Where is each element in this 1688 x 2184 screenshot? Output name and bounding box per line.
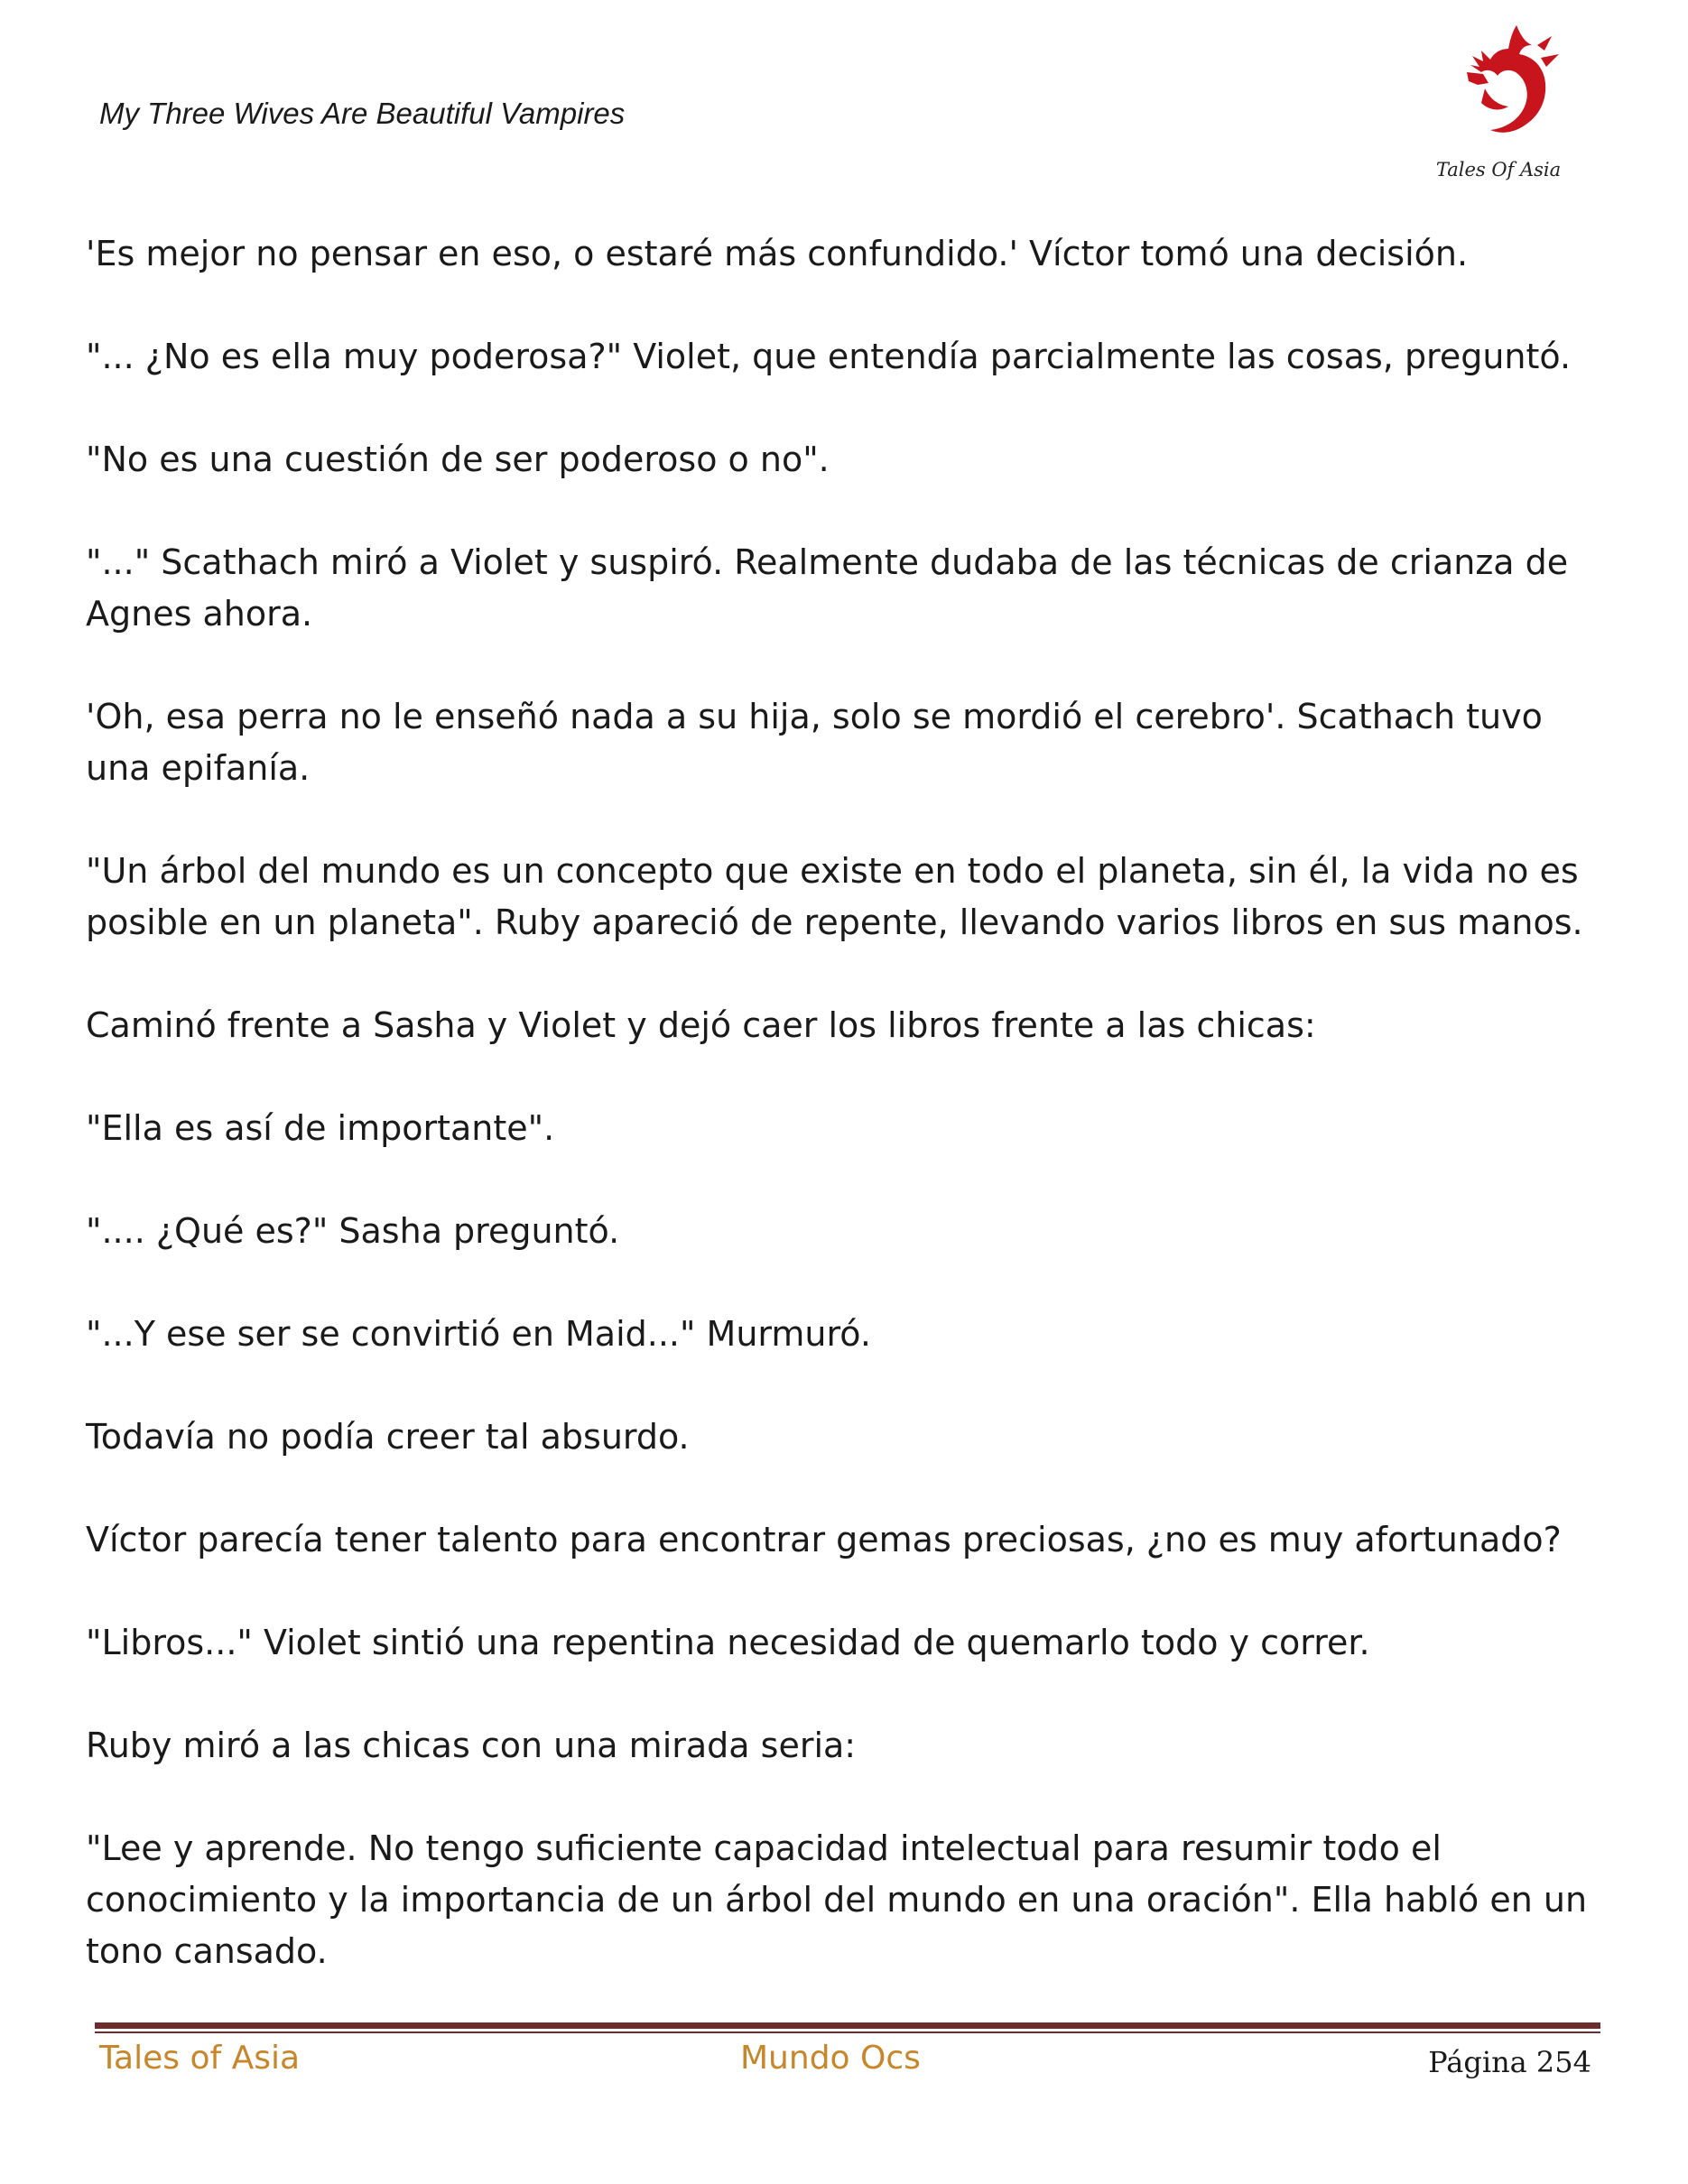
paragraph: Caminó frente a Sasha y Violet y dejó caer los libros frente a las chicas: — [86, 1005, 1316, 1045]
book-title: My Three Wives Are Beautiful Vampires — [99, 97, 626, 130]
paragraph: ".... ¿Qué es?" Sasha preguntó. — [86, 1211, 620, 1251]
paragraph: "Ella es así de importante". — [86, 1108, 555, 1148]
page-body — [86, 228, 1611, 2029]
paragraph: "No es una cuestión de ser poderoso o no". — [86, 440, 830, 479]
paragraph: "... ¿No es ella muy poderosa?" Violet, que entendía parcialmente las cosas, preguntó. — [86, 337, 1572, 376]
paragraph: 'Es mejor no pensar en eso, o estaré más confundido.' Víctor tomó una decisión. — [86, 234, 1469, 273]
paragraph: "Un árbol del mundo es un concepto que existe en todo el planeta, sin él, la vida no es posible en un planeta". Ruby apareció de repente, llevando varios libros en sus manos. — [86, 851, 1583, 942]
paragraph: Ruby miró a las chicas con una mirada seria: — [86, 1726, 857, 1765]
page-number: Página 254 — [1428, 2045, 1591, 2079]
paragraph: 'Oh, esa perra no le enseñó nada a su hija, solo se mordió el cerebro'. Scathach tuvo una epifanía. — [86, 697, 1543, 788]
footer-rule-thin — [95, 2031, 1600, 2033]
paragraph: Todavía no podía creer tal absurdo. — [86, 1417, 690, 1457]
footer-rule — [95, 2022, 1600, 2029]
paragraph: "Lee y aprende. No tengo suficiente capacidad intelectual para resumir todo el conocimiento y la importancia de un árbol del mundo en una oración". Ella habló en un tono cansado. — [86, 1828, 1588, 1971]
tales-of-asia-logo — [1431, 18, 1566, 180]
logo-text: Tales Of Asia — [1435, 159, 1562, 180]
footer-publisher: Tales of Asia — [99, 2040, 301, 2077]
footer-section: Mundo Ocs — [740, 2040, 921, 2077]
paragraph: Víctor parecía tener talento para encontrar gemas preciosas, ¿no es muy afortunado? — [86, 1520, 1562, 1559]
paragraph: "...Y ese ser se convirtió en Maid..." Murmuró. — [86, 1314, 871, 1354]
paragraph: "..." Scathach miró a Violet y suspiró. Realmente dudaba de las técnicas de crianza de Agnes ahora. — [86, 542, 1569, 634]
paragraph: "Libros..." Violet sintió una repentina necesidad de quemarlo todo y correr. — [86, 1623, 1370, 1662]
dragon-logo-icon — [1431, 18, 1566, 153]
